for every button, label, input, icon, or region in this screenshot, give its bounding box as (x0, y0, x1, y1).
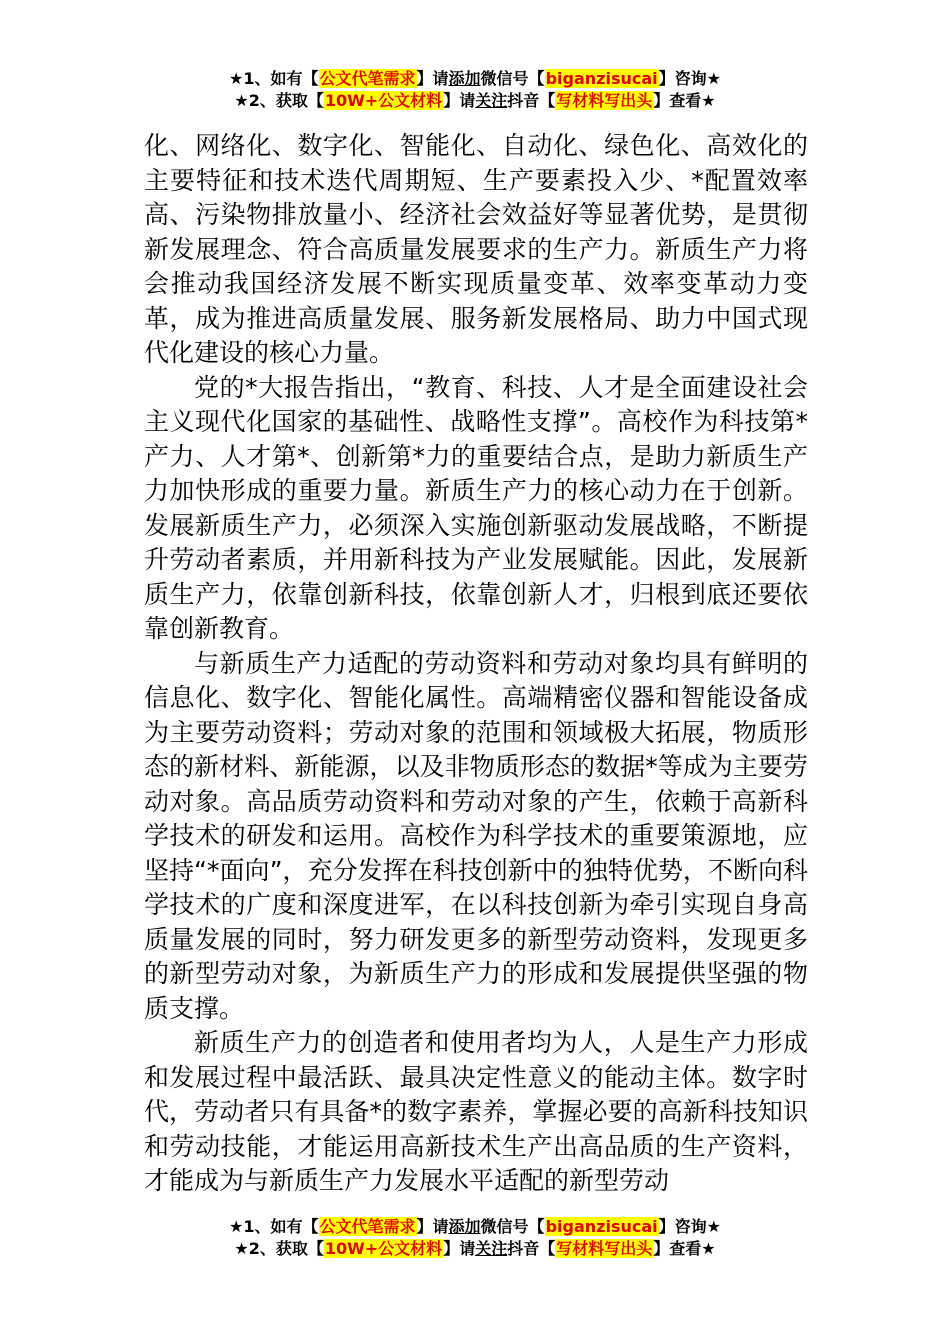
paragraph-1: 化、网络化、数字化、智能化、自动化、绿色化、高效化的主要特征和技术迭代周期短、生产要素投入少、*配置效率高、污染物排放量小、经济社会效益好等显著优势，是贯彻新发展理念、符合高质量发展要求的生产力。新质生产力将会推动我国经济发展不断实现质量变革、效率变革动力变革，成为推进高质量发展、服务新发展格局、助力中国式现代化建设的核心力量。 (144, 131, 808, 367)
paragraph-2: 党的*大报告指出，“教育、科技、人才是全面建设社会主义现代化国家的基础性、战略性支撑”。高校作为科技第*产力、人才第*、创新第*力的重要结合点，是助力新质生产力加快形成的重要力量。新质生产力的核心动力在于创新。发展新质生产力，必须深入实施创新驱动发展战略，不断提升劳动者素质，并用新科技为产业发展赋能。因此，发展新质生产力，依靠创新科技，依靠创新人才，归根到底还要依靠创新教育。 (144, 372, 808, 643)
banner-highlight-service: 公文代笔需求 (319, 1217, 416, 1236)
banner-line-1: ★1、如有【公文代笔需求】请添加微信号【biganzisucai】咨询★ (229, 69, 721, 88)
banner-highlight-wechat-id: biganzisucai (545, 1217, 658, 1236)
paragraph-4: 新质生产力的创造者和使用者均为人，人是生产力形成和发展过程中最活跃、最具决定性意义的能动主体。数字时代，劳动者只有具备*的数字素养，掌握必要的高新科技知识和劳动技能，才能运用高新技术生产出高品质的生产资料，才能成为与新质生产力发展水平适配的新型劳动 (144, 1028, 808, 1195)
paragraph-3: 与新质生产力适配的劳动资料和劳动对象均具有鲜明的信息化、数字化、智能化属性。高端精密仪器和智能设备成为主要劳动资料；劳动对象的范围和领域极大拓展，物质形态的新材料、新能源，以及非物质形态的数据*等成为主要劳动对象。高品质劳动资料和劳动对象的产生，依赖于高新科学技术的研发和运用。高校作为科学技术的重要策源地，应坚持“*面向”，充分发挥在科技创新中的独特优势，不断向科学技术的广度和深度进军，在以科技创新为牵引实现自身高质量发展的同时，努力研发更多的新型劳动资料，发现更多的新型劳动对象，为新质生产力的形成和发展提供坚强的物质支撑。 (144, 648, 808, 1023)
banner-line-1: ★1、如有【公文代笔需求】请添加微信号【biganzisucai】咨询★ (229, 1217, 721, 1236)
banner-highlight-materials: 10W+公文材料 (324, 1239, 443, 1258)
document-body (144, 129, 808, 1199)
banner-highlight-douyin: 写材料写出头 (556, 91, 653, 110)
banner-line-2: ★2、获取【10W+公文材料】请关注抖音【写材料写出头】查看★ (234, 91, 716, 110)
banner-highlight-service: 公文代笔需求 (319, 69, 416, 88)
banner-highlight-materials: 10W+公文材料 (324, 91, 443, 110)
banner-line-2: ★2、获取【10W+公文材料】请关注抖音【写材料写出头】查看★ (234, 1239, 716, 1258)
header-banner (0, 68, 950, 112)
banner-highlight-douyin: 写材料写出头 (556, 1239, 653, 1258)
footer-banner (0, 1216, 950, 1260)
banner-highlight-wechat-id: biganzisucai (545, 69, 658, 88)
